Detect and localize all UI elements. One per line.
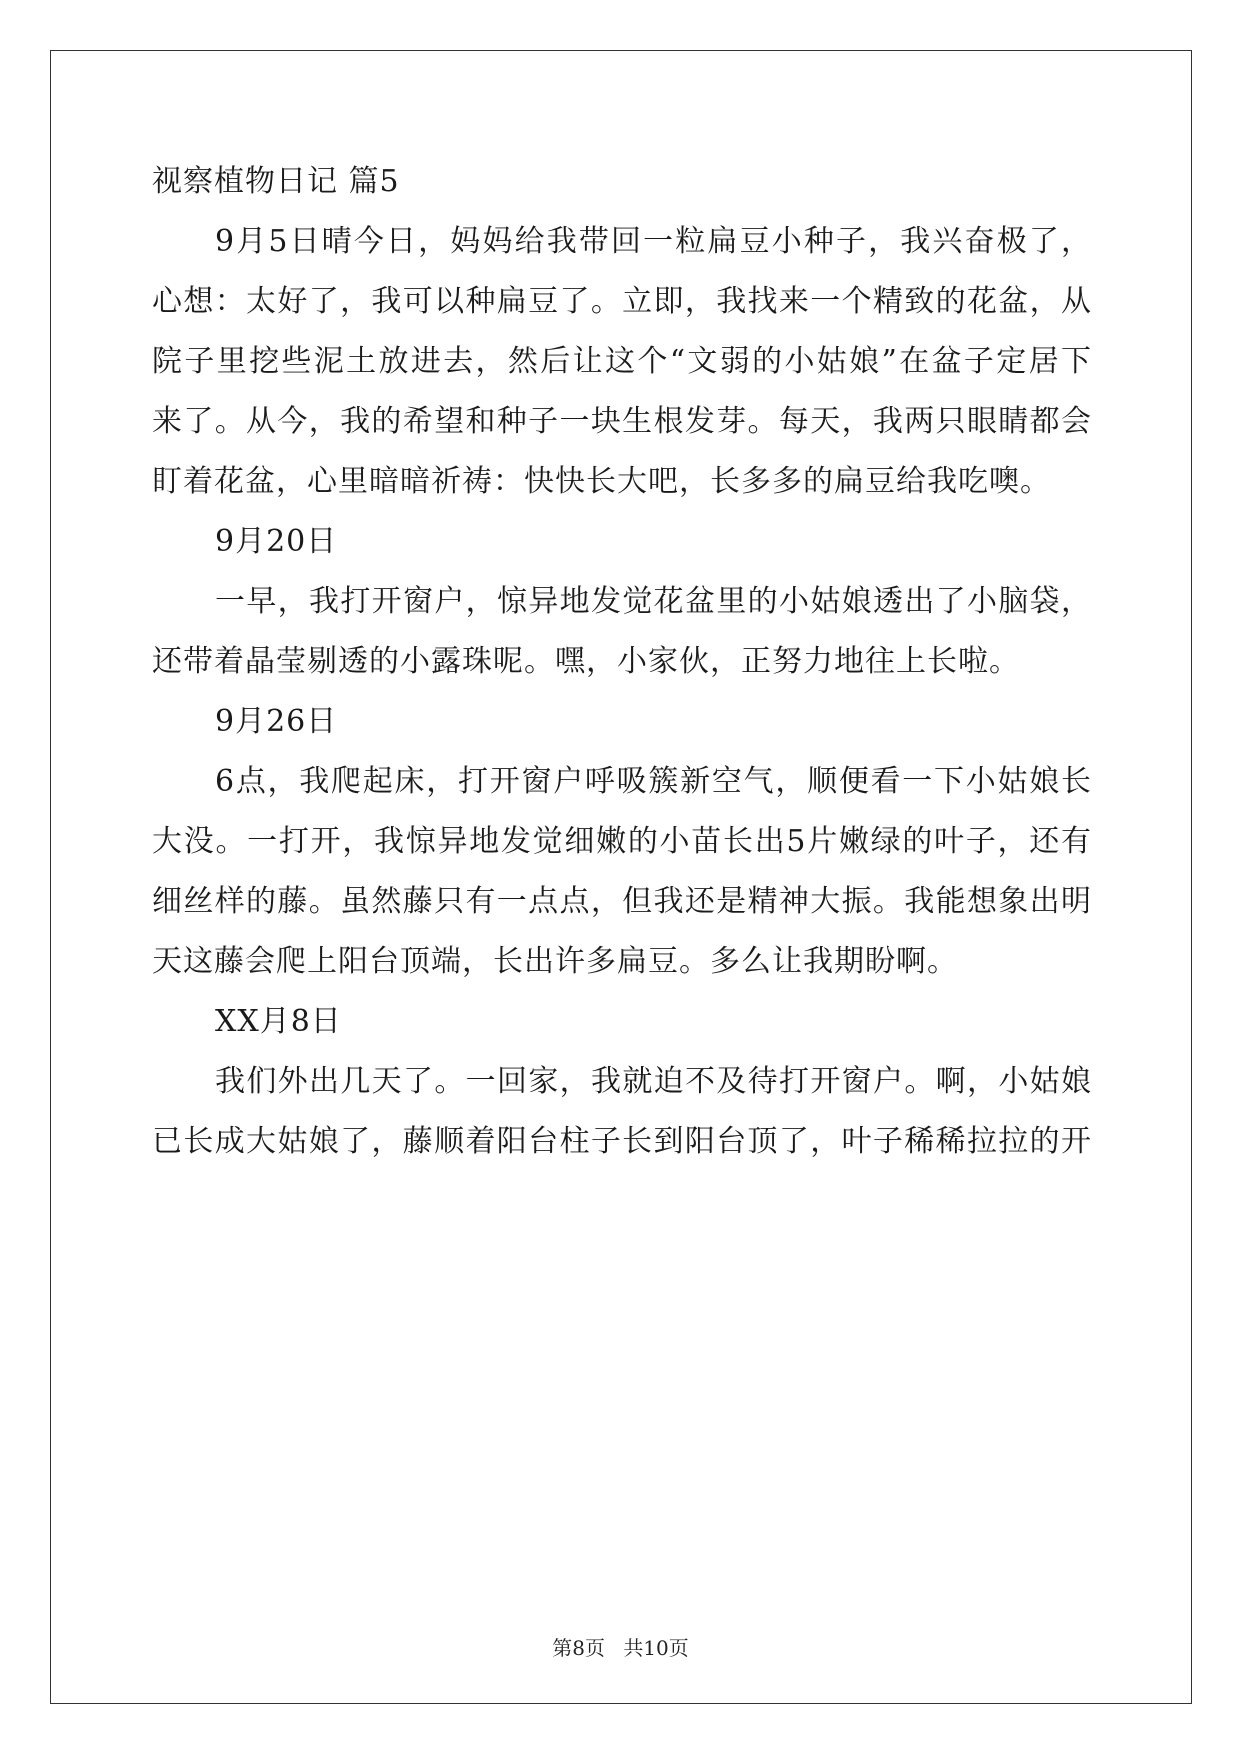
text-line: 已长成大姑娘了，藤顺着阳台柱子长到阳台顶了，叶子稀稀拉拉的开 [152, 1124, 1092, 1159]
text-line: 来了。从今，我的希望和种子一块生根发芽。每天，我两只眼睛都会 [152, 404, 1092, 439]
page-number: 第8页 [552, 1636, 605, 1660]
text-line: 院子里挖些泥土放进去，然后让这个“文弱的小姑娘”在盆子定居下 [152, 344, 1092, 379]
document-body [152, 160, 1092, 1172]
text-line: 盯着花盆，心里暗暗祈祷：快快长大吧，长多多的扁豆给我吃噢。 [152, 464, 1051, 499]
document-title: 视察植物日记 篇5 [152, 164, 400, 199]
text-line: 大没。一打开，我惊异地发觉细嫩的小苗长出5片嫩绿的叶子，还有 [152, 824, 1092, 859]
paragraph-lines [152, 212, 1092, 1172]
text-line: 9月20日 [215, 524, 338, 559]
text-line: 9月26日 [215, 704, 338, 739]
text-line: 还带着晶莹剔透的小露珠呢。嘿，小家伙，正努力地往上长啦。 [152, 644, 1020, 679]
page-total: 共10页 [623, 1636, 689, 1660]
text-line: 9月5日晴今日，妈妈给我带回一粒扁豆小种子，我兴奋极了， [215, 224, 1092, 259]
text-line: XX月8日 [215, 1004, 342, 1039]
text-line: 细丝样的藤。虽然藤只有一点点，但我还是精神大振。我能想象出明 [152, 884, 1092, 919]
text-line: 心想：太好了，我可以种扁豆了。立即，我找来一个精致的花盆，从 [152, 284, 1092, 319]
text-line: 天这藤会爬上阳台顶端，长出许多扁豆。多么让我期盼啊。 [152, 944, 958, 979]
text-line: 6点，我爬起床，打开窗户呼吸簇新空气，顺便看一下小姑娘长 [215, 764, 1092, 799]
text-line: 我们外出几天了。一回家，我就迫不及待打开窗户。啊，小姑娘 [215, 1064, 1092, 1099]
page-footer [0, 1632, 1241, 1661]
text-line: 一早，我打开窗户，惊异地发觉花盆里的小姑娘透出了小脑袋， [215, 584, 1092, 619]
